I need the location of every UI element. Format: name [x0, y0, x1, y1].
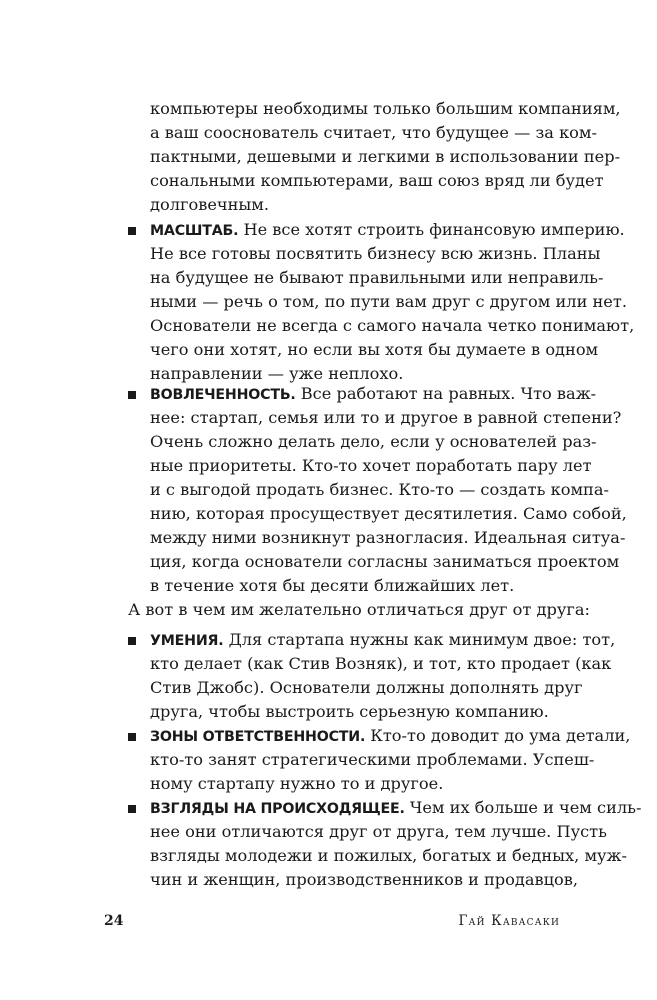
text-span: Для стартапа нужны как минимум двое: тот,	[228, 630, 616, 649]
text-line: кто делает (как Стив Возняк), и тот, кто продает (как	[150, 654, 612, 673]
term-label: МАСШТАБ.	[150, 223, 239, 239]
text-line: в течение хотя бы десяти ближайших лет.	[150, 576, 515, 595]
text-line: нее они отличаются друг от друга, тем лучше. Пусть	[150, 822, 607, 841]
text-line: друга, чтобы выстроить серьезную компанию.	[150, 702, 549, 721]
text-line: кто-то занят стратегическими проблемами. Успеш-	[150, 750, 595, 769]
text-line: пактными, дешевыми и легкими в использовании пер-	[150, 147, 621, 166]
text-line: ные приоритеты. Кто-то хочет поработать пару лет	[150, 456, 592, 475]
bullet-item-responsibility	[150, 726, 630, 747]
bullet-icon	[128, 391, 136, 399]
text-line: ция, когда основатели согласны заниматься проектом	[150, 552, 620, 571]
bullet-icon	[128, 805, 136, 813]
bullet-item-skills	[150, 630, 615, 651]
running-footer-author: Гай Кавасаки	[458, 913, 560, 929]
text-line: Стив Джобс). Основатели должны дополнять друг	[150, 678, 583, 697]
term-label: УМЕНИЯ.	[150, 633, 224, 649]
bullet-item-views	[150, 798, 641, 819]
text-line: ному стартапу нужно то и другое.	[150, 774, 444, 793]
text-span: Все работают на равных. Что важ-	[300, 384, 597, 403]
text-span: Кто-то доводит до ума детали,	[370, 726, 631, 745]
term-label: ВОВЛЕЧЕННОСТЬ.	[150, 387, 296, 403]
text-line: ными — речь о том, по пути вам друг с другом или нет.	[150, 292, 627, 311]
term-label: ЗОНЫ ОТВЕТСТВЕННОСТИ.	[150, 729, 366, 745]
text-line: долговечным.	[150, 195, 270, 214]
term-label: ВЗГЛЯДЫ НА ПРОИСХОДЯЩЕЕ.	[150, 801, 405, 817]
text-line: между ними возникнут разногласия. Идеальная ситуа-	[150, 528, 626, 547]
text-line: А вот в чем им желательно отличаться друг от друга:	[128, 600, 590, 619]
text-line: чего они хотят, но если вы хотя бы думаете в одном	[150, 340, 599, 359]
text-line: Основатели не всегда с самого начала четко понимают,	[150, 316, 635, 335]
text-line: сональными компьютерами, ваш союз вряд ли будет	[150, 171, 604, 190]
text-line: нию, которая просуществует десятилетия. Само собой,	[150, 504, 627, 523]
text-span: Чем их больше и чем силь-	[409, 798, 642, 817]
text-line: и с выгодой продать бизнес. Кто-то — создать компа-	[150, 480, 609, 499]
bullet-item-scale	[150, 220, 625, 241]
text-line: а ваш сооснователь считает, что будущее — за ком-	[150, 123, 597, 142]
text-line: направлении — уже неплохо.	[150, 364, 404, 383]
page-number: 24	[104, 913, 124, 929]
text-line: Не все готовы посвятить бизнесу всю жизнь. Планы	[150, 244, 601, 263]
text-line: нее: стартап, семья или то и другое в равной степени?	[150, 408, 622, 427]
bullet-item-involvement	[150, 384, 596, 405]
text-line: Очень сложно делать дело, если у основателей раз-	[150, 432, 597, 451]
text-line: чин и женщин, производственников и продавцов,	[150, 870, 579, 889]
bullet-icon	[128, 227, 136, 235]
text-line: компьютеры необходимы только большим компаниям,	[150, 99, 621, 118]
text-line: на будущее не бывают правильными или неправиль-	[150, 268, 604, 287]
bullet-icon	[128, 637, 136, 645]
bullet-icon	[128, 733, 136, 741]
text-line: взгляды молодежи и пожилых, богатых и бедных, муж-	[150, 846, 627, 865]
text-span: Не все хотят строить финансовую империю.	[243, 220, 625, 239]
